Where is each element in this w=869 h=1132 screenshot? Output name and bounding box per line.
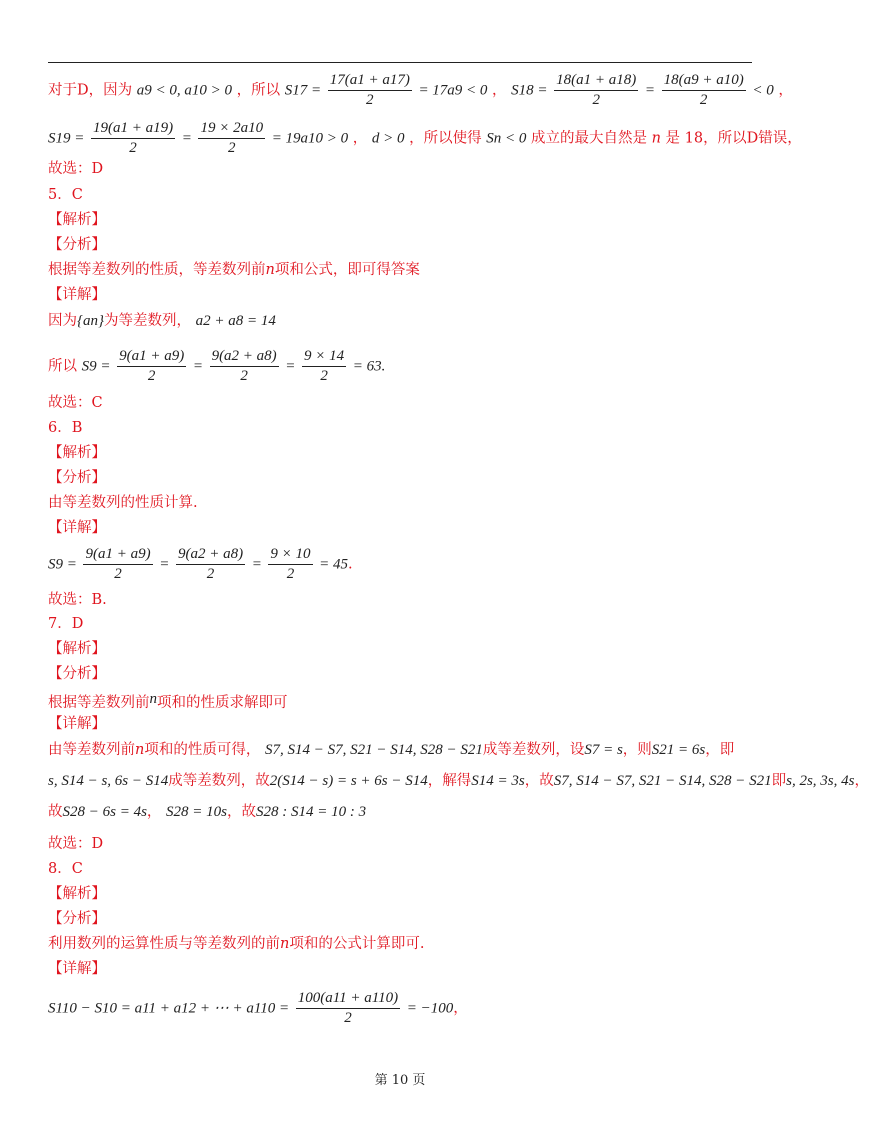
q6-s9-numerator-3: 9 × 10 <box>268 546 312 565</box>
q5-analysis-n: n <box>265 262 275 278</box>
q6-s9-denominator-1: 2 <box>114 566 122 582</box>
q5-fenxi-heading: 【分析】 <box>48 237 106 253</box>
q8-comma: ， <box>453 1000 468 1017</box>
q6-analysis: 由等差数列的性质计算. <box>48 495 198 511</box>
q6-s9-numerator-2: 9(a2 + a8) <box>176 546 245 565</box>
q8-lhs: S110 − S10 = a11 + a12 + ⋯ + a110 = <box>48 1000 290 1017</box>
q4-s18-numerator-2: 18(a9 + a10) <box>662 72 746 91</box>
q4-s17-lhs: S17 = <box>284 82 322 99</box>
q5-step-1 <box>48 311 276 331</box>
q4-conclusion-a: ，所以使得 <box>409 130 482 147</box>
q5-s9-fraction-3 <box>302 348 346 385</box>
q4-s19-fraction-2 <box>198 120 265 157</box>
q7-l1-a: 由等差数列前 <box>48 742 135 758</box>
q5-step1-b: 为等差数列， <box>104 313 191 329</box>
q8-equation <box>48 990 468 1027</box>
q4-intro: 对于D，因为 <box>48 82 133 99</box>
q6-jiexi-heading: 【解析】 <box>48 445 106 461</box>
q8-fenxi-heading: 【分析】 <box>48 911 106 927</box>
q8-analysis-n: n <box>280 936 290 952</box>
q6-s9-denominator-3: 2 <box>286 566 295 582</box>
q5-s9-denominator-1: 2 <box>147 368 156 384</box>
q5-s9-denominator-3: 2 <box>320 368 328 384</box>
q4-line-2 <box>48 120 802 157</box>
q6-s9-lhs: S9 = <box>48 556 77 573</box>
q7-l1-e: ，即 <box>705 742 735 758</box>
q7-l2-values: s, 2s, 3s, 4s <box>786 773 855 789</box>
q7-l3-c: ，故 <box>227 804 256 820</box>
q7-analysis-a: 根据等差数列前 <box>48 695 150 711</box>
q5-s9-numerator-2: 9(a2 + a8) <box>210 348 279 367</box>
q5-step2-a: 所以 <box>48 358 77 375</box>
q7-l2-d: 即 <box>771 773 787 789</box>
q6-s9-rhs: = 45 <box>319 556 349 573</box>
q7-line-2 <box>48 771 869 791</box>
q4-s19-lhs: S19 = <box>48 130 85 147</box>
q8-numerator: 100(a11 + a110) <box>296 990 400 1009</box>
q5-analysis-text: 根据等差数列的性质，等差数列前 <box>48 262 266 278</box>
q4-s19-fraction-1 <box>91 120 175 157</box>
q4-s18-lhs: S18 = <box>511 82 548 99</box>
q5-jiexi-heading: 【解析】 <box>48 212 106 228</box>
q7-l1-n: n <box>135 742 145 758</box>
q7-line-1 <box>48 740 734 760</box>
q6-step-1 <box>48 546 353 583</box>
q6-s9-fraction-2 <box>176 546 245 583</box>
q8-jiexi-heading: 【解析】 <box>48 886 106 902</box>
q4-line-1 <box>48 72 793 109</box>
q4-s19-equals: = <box>181 130 192 147</box>
q4-s19-denominator-1: 2 <box>129 140 137 156</box>
q7-l3-eq1: S28 − 6s = 4s <box>62 804 147 820</box>
q4-s17-denominator: 2 <box>366 92 374 108</box>
q5-s9-numerator-1: 9(a1 + a9) <box>117 348 186 367</box>
q5-analysis-end: 项和公式，即可得答案 <box>274 262 420 278</box>
header-rule <box>48 62 752 63</box>
q5-s9-numerator-3: 9 × 14 <box>302 348 346 367</box>
q5-s9-denominator-2: 2 <box>240 368 248 384</box>
q4-comma: ， <box>778 82 793 99</box>
q4-s19-numerator-1: 19(a1 + a19) <box>91 120 175 139</box>
q7-l2-equation: 2(S14 − s) = s + 6s − S14 <box>269 773 428 789</box>
q8-analysis <box>48 934 424 954</box>
q4-s17-fraction <box>328 72 412 109</box>
q4-separator-2: ， <box>352 130 368 147</box>
q5-analysis <box>48 260 420 280</box>
q4-answer: 故选：D <box>48 161 104 177</box>
q4-n-variable: n <box>651 130 661 147</box>
q8-analysis-a: 利用数列的运算性质与等差数列的前 <box>48 936 280 952</box>
page-footer: 第 10 页 <box>374 1073 426 1088</box>
q5-s9-fraction-2 <box>210 348 279 385</box>
q4-s18-fraction-2 <box>662 72 746 109</box>
q5-answer: 故选：C <box>48 395 103 411</box>
q8-analysis-b: 项和的公式计算即可. <box>289 936 425 952</box>
q7-l3-eq2: S28 = 10s <box>166 804 227 820</box>
q7-line-3 <box>48 802 366 822</box>
q4-s18-fraction-1 <box>554 72 638 109</box>
q4-d-positive: d > 0 <box>371 130 405 147</box>
q7-l1-b: 项和的性质可得， <box>144 742 261 758</box>
q5-s9-lhs: S9 = <box>81 358 111 375</box>
q8-rhs: = −100 <box>406 1000 454 1017</box>
q4-s18-denominator-1: 2 <box>592 92 600 108</box>
q6-answer: 故选：B. <box>48 592 107 608</box>
q8-xiangjie-heading: 【详解】 <box>48 961 106 977</box>
q6-number: 6．B <box>48 420 83 436</box>
q7-l1-d: ，则 <box>622 742 652 758</box>
q7-l2-c: ，故 <box>524 773 554 789</box>
q4-s18-numerator-1: 18(a1 + a18) <box>554 72 638 91</box>
q7-analysis <box>48 689 288 713</box>
q7-l1-sequence: S7, S14 − S7, S21 − S14, S28 − S21 <box>264 742 483 758</box>
q4-condition: a9 < 0, a10 > 0 <box>136 82 232 99</box>
q7-l2-e: ， <box>854 773 869 789</box>
q7-xiangjie-heading: 【详解】 <box>48 716 106 732</box>
q5-s9-fraction-1 <box>117 348 186 385</box>
q7-l2-a: 成等差数列，故 <box>168 773 270 789</box>
q7-l1-c: 成等差数列，设 <box>482 742 585 758</box>
q5-equals-1: = <box>192 358 203 375</box>
q4-s17-rhs: = 17a9 < 0 <box>418 82 488 99</box>
q6-s9-numerator-1: 9(a1 + a9) <box>83 546 152 565</box>
q4-s18-equals: = <box>644 82 655 99</box>
q6-fenxi-heading: 【分析】 <box>48 470 106 486</box>
q5-number: 5．C <box>48 187 83 203</box>
q5-step-2 <box>48 348 385 385</box>
q8-number: 8．C <box>48 861 83 877</box>
q6-equals-2: = <box>251 556 262 573</box>
q5-step1-equation: a2 + a8 = 14 <box>195 313 276 329</box>
q6-period: . <box>348 556 353 573</box>
q4-sn-negative: Sn < 0 <box>486 130 527 147</box>
q7-l2-sequence-2: S7, S14 − S7, S21 − S14, S28 − S21 <box>553 773 772 789</box>
q5-step1-sequence: {an} <box>77 313 104 329</box>
q7-l1-set: S7 = s <box>584 742 623 758</box>
q7-fenxi-heading: 【分析】 <box>48 666 106 682</box>
q7-jiexi-heading: 【解析】 <box>48 641 106 657</box>
q6-s9-fraction-1 <box>83 546 152 583</box>
q7-l3-eq3: S28 : S14 = 10 : 3 <box>256 804 367 820</box>
q7-analysis-n: n <box>149 691 157 707</box>
q7-number: 7．D <box>48 616 84 632</box>
q5-equals-2: = <box>285 358 296 375</box>
q6-xiangjie-heading: 【详解】 <box>48 520 106 536</box>
q7-l2-b: ，解得 <box>427 773 472 789</box>
q4-s19-rhs: = 19a10 > 0 <box>271 130 349 147</box>
q7-answer: 故选：D <box>48 836 104 852</box>
q4-s18-denominator-2: 2 <box>699 92 708 108</box>
q5-s9-rhs: = 63 <box>352 358 382 375</box>
q4-s17-numerator: 17(a1 + a17) <box>328 72 412 91</box>
q6-s9-denominator-2: 2 <box>206 566 215 582</box>
q4-conclusion-b: 成立的最大自然是 <box>530 130 647 147</box>
q4-s19-denominator-2: 2 <box>228 140 236 156</box>
q4-s18-rhs: < 0 <box>752 82 774 99</box>
q8-denominator: 2 <box>344 1010 352 1026</box>
q4-s19-numerator-2: 19 × 2a10 <box>198 120 265 139</box>
q7-analysis-b: 项和的性质求解即可 <box>157 695 288 711</box>
q7-l1-s21: S21 = 6s <box>651 742 706 758</box>
q6-equals-1: = <box>159 556 170 573</box>
q4-separator: ， <box>492 82 507 99</box>
q4-so: ，所以 <box>236 82 281 99</box>
q7-l3-b: ， <box>146 804 162 820</box>
q7-l2-result: S14 = 3s <box>471 773 525 789</box>
q6-s9-fraction-3 <box>268 546 312 583</box>
q5-xiangjie-heading: 【详解】 <box>48 287 106 303</box>
q8-fraction <box>296 990 400 1027</box>
q5-step1-a: 因为 <box>48 313 77 329</box>
q7-l3-a: 故 <box>48 804 63 820</box>
q7-l2-sequence: s, S14 − s, 6s − S14 <box>48 773 169 789</box>
q5-period: . <box>381 358 386 375</box>
q4-conclusion-c: 是 18，所以D错误， <box>665 130 802 147</box>
